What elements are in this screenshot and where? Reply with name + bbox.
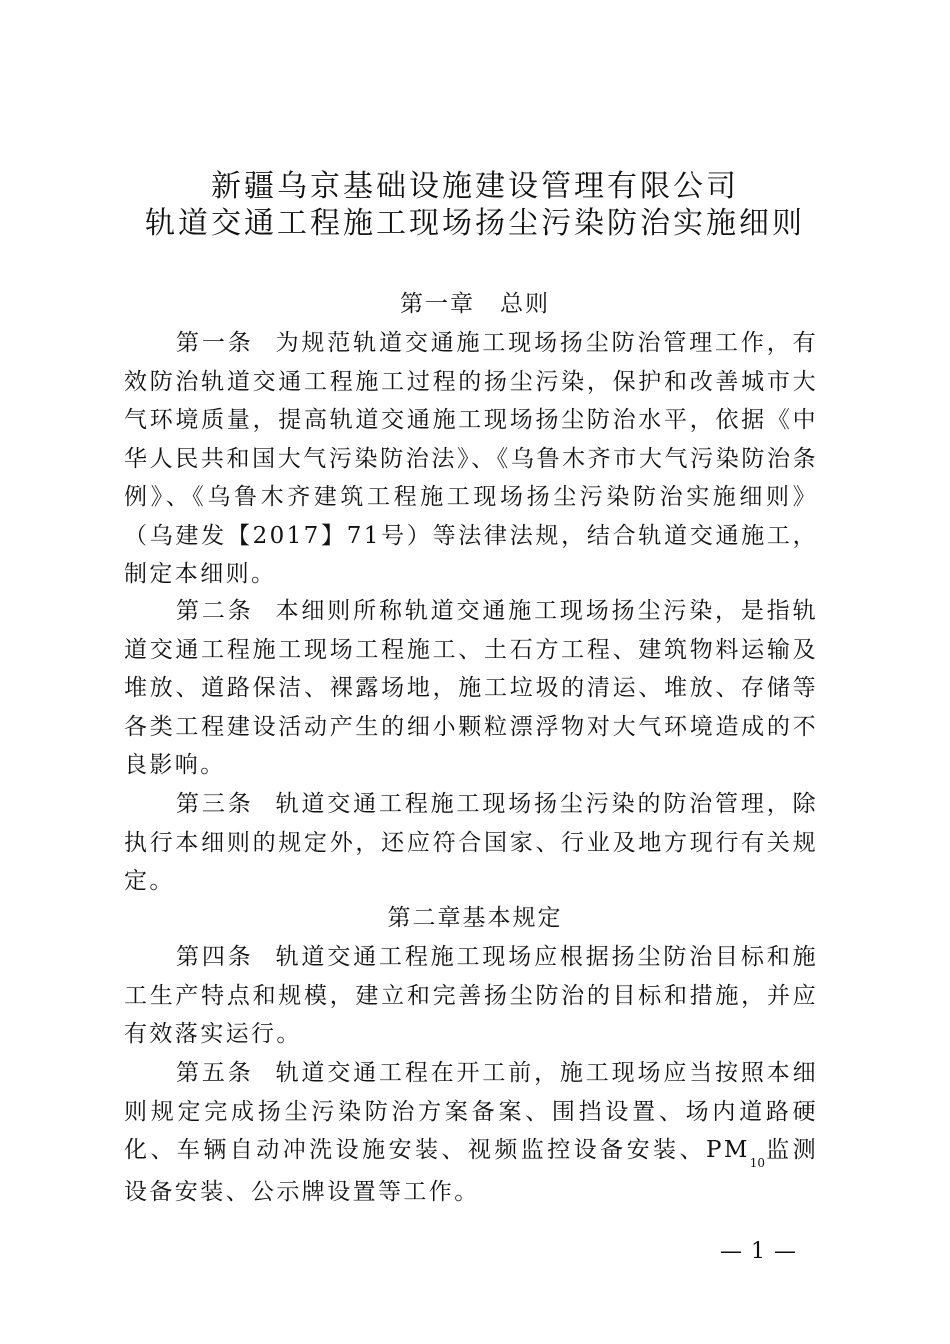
article-3-label: 第三条 [176,791,254,817]
article-1-label: 第一条 [176,330,254,356]
article-5 [124,1054,818,1211]
article-3 [124,785,818,901]
pm-label: PM [705,1137,750,1163]
article-2-text: 本细则所称轨道交通施工现场扬尘污染，是指轨道交通工程施工现场工程施工、土石方工程、建筑物料运输及堆放、道路保洁、裸露场地，施工垃圾的清运、堆放、存储等各类工程建设活动产生的细小颗粒漂浮物对大气环境造成的不良影响。 [124,598,818,778]
article-2-label: 第二条 [176,598,254,624]
company-title: 新疆乌京基础设施建设管理有限公司 [211,169,739,204]
article-5-label: 第五条 [176,1060,254,1086]
article-5-text-b: 监测设备安装、公示牌设置等工作。 [124,1137,818,1205]
chapter-heading-general: 第一章 总则 [400,291,550,317]
document-title: 轨道交通工程施工现场扬尘污染防治实施细则 [145,206,805,241]
pm-subscript: 10 [749,1156,766,1170]
article-3-text: 轨道交通工程施工现场扬尘污染的防治管理，除执行本细则的规定外，还应符合国家、行业及地方现行有关规定。 [124,791,818,894]
page-number: — 1 — [720,1239,797,1264]
article-1 [124,324,818,594]
article-4 [124,938,818,1054]
article-2 [124,592,818,785]
article-4-label: 第四条 [176,944,254,970]
article-4-text: 轨道交通工程施工现场应根据扬尘防治目标和施工生产特点和规模，建立和完善扬尘防治的目标和措施，并应有效落实运行。 [124,944,818,1047]
article-1-text: 为规范轨道交通施工现场扬尘防治管理工作，有效防治轨道交通工程施工过程的扬尘污染，保护和改善城市大气环境质量，提高轨道交通施工现场扬尘防治水平，依据《中华人民共和国大气污染防治法》、《乌鲁木齐市大气污染防治条例》、《乌鲁木齐建筑工程施工现场扬尘污染防治实施细则》（乌建发【2017】71号）等法律法规，结合轨道交通施工，制定本细则。 [124,330,818,587]
chapter-heading-basic-rules: 第二章基本规定 [387,905,563,931]
article-5-text-a: 轨道交通工程在开工前，施工现场应当按照本细则规定完成扬尘污染防治方案备案、围挡设置、场内道路硬化、车辆自动冲洗设施安装、视频监控设备安装、 [124,1060,818,1163]
